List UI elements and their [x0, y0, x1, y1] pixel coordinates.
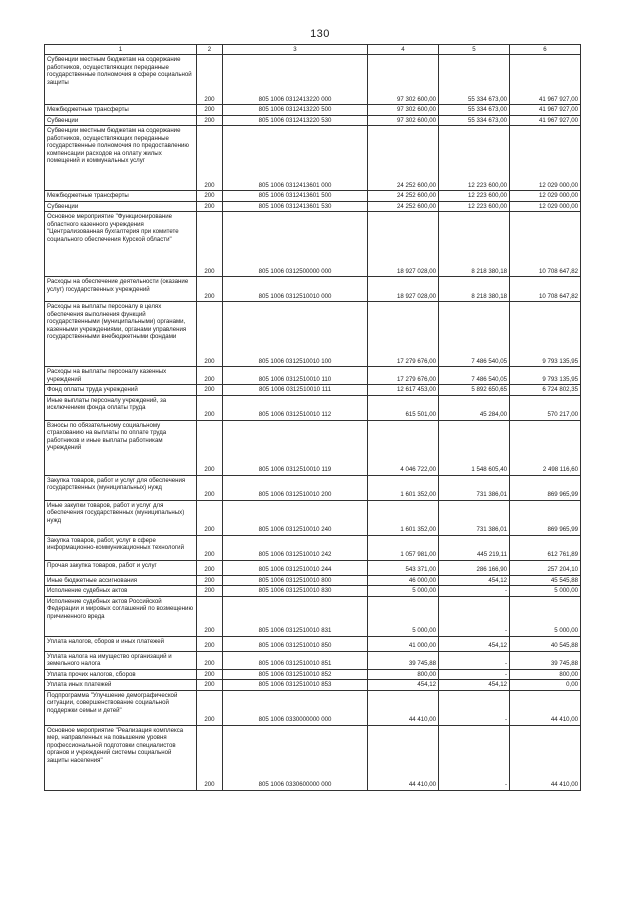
row-classification-code: 805 1006 0312510010 112 [223, 395, 368, 420]
row-name: Субвенции местным бюджетам на содержание работников, осуществляющих переданные государственные полномочия в сфере социальной защиты [45, 55, 197, 105]
row-value-col4: 18 927 028,00 [368, 212, 439, 277]
table-row [45, 669, 581, 680]
row-value-col5: 7 486 540,05 [439, 302, 510, 367]
table-row [45, 586, 581, 597]
row-value-col6: 10 708 647,82 [510, 212, 581, 277]
row-value-col6: 9 793 135,95 [510, 367, 581, 385]
row-value-col6: 570 217,00 [510, 395, 581, 420]
row-group-code: 200 [197, 420, 223, 475]
row-group-code: 200 [197, 115, 223, 126]
row-group-code: 200 [197, 535, 223, 560]
row-group-code: 200 [197, 385, 223, 396]
table-row [45, 680, 581, 691]
row-classification-code: 805 1006 0312413601 000 [223, 126, 368, 191]
row-classification-code: 805 1006 0312510010 242 [223, 535, 368, 560]
row-group-code: 200 [197, 725, 223, 790]
row-group-code: 200 [197, 212, 223, 277]
row-classification-code: 805 1006 0312510010 240 [223, 500, 368, 535]
row-name: Расходы на выплаты персоналу казенных учреждений [45, 367, 197, 385]
row-classification-code: 805 1006 0312510010 830 [223, 586, 368, 597]
table-row [45, 475, 581, 500]
row-name: Расходы на обеспечение деятельности (оказание услуг) государственных учреждений [45, 277, 197, 302]
row-value-col6: 612 761,89 [510, 535, 581, 560]
row-value-col5: - [439, 651, 510, 669]
column-header: 4 [368, 45, 439, 55]
row-value-col5: 731 386,01 [439, 475, 510, 500]
row-value-col5: 286 166,90 [439, 560, 510, 575]
table-row [45, 212, 581, 277]
row-group-code: 200 [197, 586, 223, 597]
row-name: Иные закупки товаров, работ и услуг для обеспечения государственных (муниципальных) нужд [45, 500, 197, 535]
row-group-code: 200 [197, 500, 223, 535]
row-value-col5: - [439, 725, 510, 790]
table-row [45, 55, 581, 105]
row-name: Закупка товаров, работ, услуг в сфере информационно-коммуникационных технологий [45, 535, 197, 560]
row-classification-code: 805 1006 0312413220 500 [223, 105, 368, 116]
row-name: Субвенции [45, 201, 197, 212]
row-value-col4: 615 501,00 [368, 395, 439, 420]
column-header: 3 [223, 45, 368, 55]
row-name: Закупка товаров, работ и услуг для обеспечения государственных (муниципальных) нужд [45, 475, 197, 500]
row-value-col4: 24 252 600,00 [368, 126, 439, 191]
row-name: Иные бюджетные ассигнования [45, 575, 197, 586]
row-group-code: 200 [197, 636, 223, 651]
table-row [45, 596, 581, 636]
row-name: Межбюджетные трансферты [45, 105, 197, 116]
row-classification-code: 805 1006 0312413601 500 [223, 191, 368, 202]
row-value-col6: 5 000,00 [510, 596, 581, 636]
table-row [45, 575, 581, 586]
row-group-code: 200 [197, 669, 223, 680]
table-row [45, 395, 581, 420]
table-row [45, 191, 581, 202]
table-row [45, 636, 581, 651]
row-value-col4: 12 617 453,00 [368, 385, 439, 396]
row-value-col6: 44 410,00 [510, 690, 581, 725]
row-name: Уплата налога на имущество организаций и земельного налога [45, 651, 197, 669]
row-value-col5: 45 284,00 [439, 395, 510, 420]
row-value-col5: 8 218 380,18 [439, 212, 510, 277]
row-classification-code: 805 1006 0312510010 852 [223, 669, 368, 680]
row-value-col5: - [439, 669, 510, 680]
row-name: Подпрограмма "Улучшение демографической ситуации, совершенствование социальной поддержки семьи и детей" [45, 690, 197, 725]
row-value-col4: 97 302 600,00 [368, 55, 439, 105]
row-value-col6: 41 967 927,00 [510, 105, 581, 116]
row-group-code: 200 [197, 395, 223, 420]
row-value-col6: 44 410,00 [510, 725, 581, 790]
table-row [45, 367, 581, 385]
row-classification-code: 805 1006 0312510010 000 [223, 277, 368, 302]
row-value-col6: 6 724 802,35 [510, 385, 581, 396]
row-value-col6: 41 967 927,00 [510, 55, 581, 105]
row-value-col4: 454,12 [368, 680, 439, 691]
row-group-code: 200 [197, 690, 223, 725]
row-value-col6: 39 745,88 [510, 651, 581, 669]
row-value-col6: 12 029 000,00 [510, 201, 581, 212]
row-value-col4: 1 601 352,00 [368, 475, 439, 500]
table-row [45, 115, 581, 126]
row-classification-code: 805 1006 0312510010 850 [223, 636, 368, 651]
table-row [45, 385, 581, 396]
row-value-col4: 97 302 600,00 [368, 115, 439, 126]
row-value-col4: 17 279 676,00 [368, 302, 439, 367]
row-value-col4: 97 302 600,00 [368, 105, 439, 116]
row-value-col6: 40 545,88 [510, 636, 581, 651]
row-group-code: 200 [197, 680, 223, 691]
column-header: 1 [45, 45, 197, 55]
row-value-col4: 1 057 981,00 [368, 535, 439, 560]
table-row [45, 560, 581, 575]
row-classification-code: 805 1006 0330000000 000 [223, 690, 368, 725]
row-classification-code: 805 1006 0312510010 244 [223, 560, 368, 575]
row-value-col4: 17 279 676,00 [368, 367, 439, 385]
row-value-col5: 731 386,01 [439, 500, 510, 535]
row-group-code: 200 [197, 126, 223, 191]
row-value-col4: 41 000,00 [368, 636, 439, 651]
row-value-col4: 543 371,00 [368, 560, 439, 575]
row-value-col5: 445 219,11 [439, 535, 510, 560]
row-value-col5: - [439, 690, 510, 725]
row-name: Субвенции [45, 115, 197, 126]
table-row [45, 277, 581, 302]
budget-table [44, 44, 581, 791]
row-classification-code: 805 1006 0312500000 000 [223, 212, 368, 277]
table-row [45, 420, 581, 475]
row-name: Расходы на выплаты персоналу в целях обеспечения выполнения функций государственными (муниципальными) органами, казенными учреждениями, органами управления государственными внебюджетными фондами [45, 302, 197, 367]
row-value-col4: 5 000,00 [368, 596, 439, 636]
row-group-code: 200 [197, 201, 223, 212]
row-classification-code: 805 1006 0330600000 000 [223, 725, 368, 790]
row-name: Уплата прочих налогов, сборов [45, 669, 197, 680]
row-value-col6: 12 029 000,00 [510, 126, 581, 191]
row-name: Уплата иных платежей [45, 680, 197, 691]
row-group-code: 200 [197, 596, 223, 636]
row-value-col6: 45 545,88 [510, 575, 581, 586]
row-value-col5: - [439, 596, 510, 636]
row-classification-code: 805 1006 0312413601 530 [223, 201, 368, 212]
row-value-col6: 9 793 135,95 [510, 302, 581, 367]
row-classification-code: 805 1006 0312510010 200 [223, 475, 368, 500]
table-row [45, 690, 581, 725]
row-classification-code: 805 1006 0312510010 800 [223, 575, 368, 586]
row-value-col5: 454,12 [439, 575, 510, 586]
table-body [45, 55, 581, 791]
row-value-col4: 4 046 722,00 [368, 420, 439, 475]
row-classification-code: 805 1006 0312413220 530 [223, 115, 368, 126]
row-name: Основное мероприятие "Функционирование областного казенного учреждения "Централизованная бухгалтерия при комитете социального обеспечения Курской области" [45, 212, 197, 277]
row-name: Исполнение судебных актов [45, 586, 197, 597]
row-value-col4: 18 927 028,00 [368, 277, 439, 302]
column-header: 5 [439, 45, 510, 55]
row-value-col6: 0,00 [510, 680, 581, 691]
row-value-col6: 257 204,10 [510, 560, 581, 575]
row-name: Межбюджетные трансферты [45, 191, 197, 202]
row-value-col4: 5 000,00 [368, 586, 439, 597]
row-value-col4: 24 252 600,00 [368, 191, 439, 202]
row-classification-code: 805 1006 0312510010 853 [223, 680, 368, 691]
row-value-col5: 1 548 605,40 [439, 420, 510, 475]
row-group-code: 200 [197, 575, 223, 586]
row-name: Уплата налогов, сборов и иных платежей [45, 636, 197, 651]
row-classification-code: 805 1006 0312510010 831 [223, 596, 368, 636]
row-group-code: 200 [197, 191, 223, 202]
row-group-code: 200 [197, 105, 223, 116]
row-value-col5: 7 486 540,05 [439, 367, 510, 385]
row-value-col6: 2 498 116,60 [510, 420, 581, 475]
table-row [45, 535, 581, 560]
row-value-col6: 10 708 647,82 [510, 277, 581, 302]
row-group-code: 200 [197, 560, 223, 575]
row-name: Основное мероприятие "Реализация комплекса мер, направленных на повышение уровня профессиональной подготовки специалистов органов и учреждений системы социальной защиты населения" [45, 725, 197, 790]
row-classification-code: 805 1006 0312510010 111 [223, 385, 368, 396]
row-group-code: 200 [197, 277, 223, 302]
table-row [45, 126, 581, 191]
row-value-col4: 39 745,88 [368, 651, 439, 669]
row-value-col6: 5 000,00 [510, 586, 581, 597]
row-name: Прочая закупка товаров, работ и услуг [45, 560, 197, 575]
row-value-col5: 12 223 600,00 [439, 201, 510, 212]
row-classification-code: 805 1006 0312413220 000 [223, 55, 368, 105]
row-value-col5: - [439, 586, 510, 597]
row-name: Исполнение судебных актов Российской Федерации и мировых соглашений по возмещению причиненного вреда [45, 596, 197, 636]
row-value-col5: 55 334 673,00 [439, 105, 510, 116]
row-name: Иные выплаты персоналу учреждений, за исключением фонда оплаты труда [45, 395, 197, 420]
table-row [45, 105, 581, 116]
row-group-code: 200 [197, 367, 223, 385]
page-number: 130 [310, 28, 330, 40]
row-classification-code: 805 1006 0312510010 119 [223, 420, 368, 475]
row-value-col6: 869 965,99 [510, 500, 581, 535]
row-value-col5: 5 892 650,65 [439, 385, 510, 396]
row-name: Взносы по обязательному социальному страхованию на выплаты по оплате труда работников и иные выплаты работникам учреждений [45, 420, 197, 475]
row-value-col4: 44 410,00 [368, 725, 439, 790]
row-value-col4: 24 252 600,00 [368, 201, 439, 212]
row-value-col5: 8 218 380,18 [439, 277, 510, 302]
row-value-col5: 12 223 600,00 [439, 191, 510, 202]
row-name: Субвенции местным бюджетам на содержание работников, осуществляющих переданные государственные полномочия по предоставлению компенсации расходов на оплату жилых помещений и коммунальных услуг [45, 126, 197, 191]
row-value-col6: 800,00 [510, 669, 581, 680]
row-value-col4: 46 000,00 [368, 575, 439, 586]
row-classification-code: 805 1006 0312510010 110 [223, 367, 368, 385]
row-name: Фонд оплаты труда учреждений [45, 385, 197, 396]
row-value-col4: 44 410,00 [368, 690, 439, 725]
row-value-col5: 454,12 [439, 636, 510, 651]
column-header: 6 [510, 45, 581, 55]
row-group-code: 200 [197, 302, 223, 367]
row-value-col6: 12 029 000,00 [510, 191, 581, 202]
row-value-col5: 55 334 673,00 [439, 55, 510, 105]
column-header: 2 [197, 45, 223, 55]
table-row [45, 651, 581, 669]
table-row [45, 725, 581, 790]
row-value-col5: 454,12 [439, 680, 510, 691]
row-value-col5: 12 223 600,00 [439, 126, 510, 191]
row-group-code: 200 [197, 475, 223, 500]
row-value-col5: 55 334 673,00 [439, 115, 510, 126]
row-value-col4: 800,00 [368, 669, 439, 680]
row-group-code: 200 [197, 651, 223, 669]
row-value-col6: 41 967 927,00 [510, 115, 581, 126]
row-value-col6: 869 965,99 [510, 475, 581, 500]
row-group-code: 200 [197, 55, 223, 105]
row-classification-code: 805 1006 0312510010 851 [223, 651, 368, 669]
row-value-col4: 1 601 352,00 [368, 500, 439, 535]
table-row [45, 500, 581, 535]
row-classification-code: 805 1006 0312510010 100 [223, 302, 368, 367]
table-row [45, 302, 581, 367]
table-row [45, 201, 581, 212]
table-header-row [45, 45, 581, 55]
